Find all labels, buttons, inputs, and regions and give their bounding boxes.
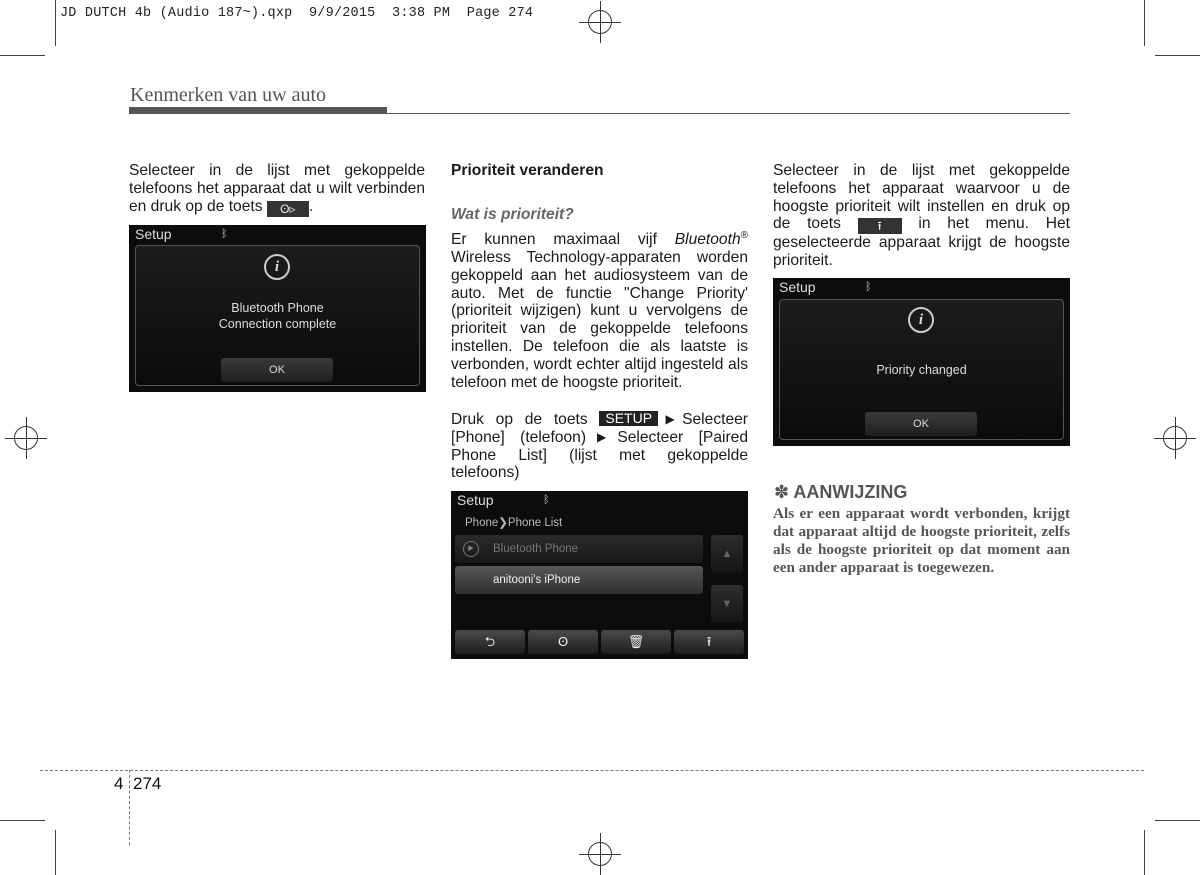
registration-mark-icon [14, 426, 38, 450]
dialog-message: Priority changed [876, 363, 967, 377]
bluetooth-connect-button[interactable]: ʘ [528, 630, 598, 654]
screen-title-bar [451, 491, 748, 511]
back-button[interactable]: ⮌ [455, 630, 525, 654]
scroll-up-button[interactable]: ▲ [711, 535, 743, 573]
setup-key: SETUP [599, 411, 658, 426]
registration-mark-icon [588, 10, 612, 34]
sub-heading-what-is-priority: Wat is prioriteit? [451, 206, 574, 223]
bluetooth-icon: ᛒ [221, 228, 228, 240]
screen-title: Setup [779, 279, 816, 295]
footer-divider [129, 770, 130, 845]
priority-button[interactable]: ⭱ [674, 630, 744, 654]
dialog-panel [135, 245, 420, 386]
list-item[interactable] [455, 566, 703, 594]
heading-priority: Prioriteit veranderen [451, 162, 604, 179]
list-item[interactable] [455, 535, 703, 563]
col1-paragraph: Selecteer in de lijst met gekoppelde telefoons het apparaat dat u wilt verbinden en druk op de toets ʘ▹ . [129, 162, 425, 216]
crop-mark [0, 820, 45, 821]
crop-mark [1144, 0, 1145, 46]
chapter-number: 4 [114, 774, 124, 793]
priority-icon: ⭱ [858, 218, 902, 234]
crop-mark [55, 830, 56, 875]
play-icon: ▶ [463, 541, 479, 557]
screen-title: Setup [135, 226, 172, 242]
bluetooth-icon: ᛒ [865, 281, 872, 293]
registration-mark-icon [1163, 426, 1187, 450]
screen-title-bar [773, 278, 1070, 298]
col2-paragraph1: Er kunnen maximaal vijf Bluetooth® Wireless Technology-apparaten worden gekoppeld aan het audiosysteem van de auto. Met de functie "Change Priority' (prioriteit wijzigen) kunt u vervolgens de prioriteit van de gekoppelde telefoons instellen. De telefoon die als laatste is verbonden, wordt echter altijd ingesteld als telefoon met de hoogste prioriteit. [451, 230, 748, 391]
bluetooth-icon: ᛒ [543, 494, 550, 506]
crop-mark [55, 0, 56, 46]
registration-mark-icon [588, 842, 612, 866]
crop-mark [1144, 830, 1145, 875]
delete-button[interactable]: 🗑 [601, 630, 671, 654]
crop-mark [0, 55, 45, 56]
arrow-right-icon: ▶ [658, 412, 683, 426]
dialog-panel [779, 299, 1064, 440]
arrow-right-icon: ▶ [586, 429, 618, 444]
header-rule [387, 113, 1070, 114]
col3-paragraph: Selecteer in de lijst met gekoppelde telefoons het apparaat waarvoor u de hoogste prioriteit wilt instellen en druk op de toets ⭱ in het menu. Het geselecteerde apparaat krijgt de hoogste prioriteit. [773, 162, 1070, 270]
scroll-down-button[interactable]: ▼ [711, 585, 743, 623]
note-title: ✽ AANWIJZING [774, 482, 908, 502]
screen-paired-phone-list [451, 491, 748, 659]
crop-mark [1155, 820, 1200, 821]
bluetooth-connect-icon: ʘ▹ [267, 201, 309, 217]
print-slug: JD DUTCH 4b (Audio 187~).qxp 9/9/2015 3:38 PM Page 274 [60, 6, 534, 21]
page-number: 274 [133, 774, 162, 793]
list-item-label: anitooni's iPhone [493, 574, 581, 586]
screen-title-bar [129, 225, 426, 245]
section-title: Kenmerken van uw auto [130, 84, 327, 106]
note-body: Als er een apparaat wordt verbonden, krijgt dat apparaat altijd de hoogste prioriteit, zelfs als de hoogste prioriteit op dat moment aan een ander apparaat is toegewezen. [773, 505, 1070, 576]
screen-title: Setup [457, 492, 494, 508]
dialog-message-line2: Connection complete [218, 317, 337, 331]
col2-paragraph2: Druk op de toets SETUP ▶Selecteer [Phone] (telefoon)▶Selecteer [Paired Phone List] (lijst met gekoppelde telefoons) [451, 410, 749, 482]
info-icon: i [908, 307, 934, 333]
screen-connection-complete [129, 225, 426, 392]
list-item-label: Bluetooth Phone [493, 543, 579, 555]
header-rule [129, 107, 387, 114]
crop-mark [1155, 55, 1200, 56]
screen-priority-changed [773, 278, 1070, 446]
info-icon: i [264, 254, 290, 280]
ok-button[interactable]: OK [865, 412, 977, 436]
dialog-message-line1: Bluetooth Phone [231, 301, 324, 315]
ok-button[interactable]: OK [221, 358, 333, 382]
footer-rule [40, 770, 1144, 771]
breadcrumb: Phone❯Phone List [465, 517, 563, 529]
